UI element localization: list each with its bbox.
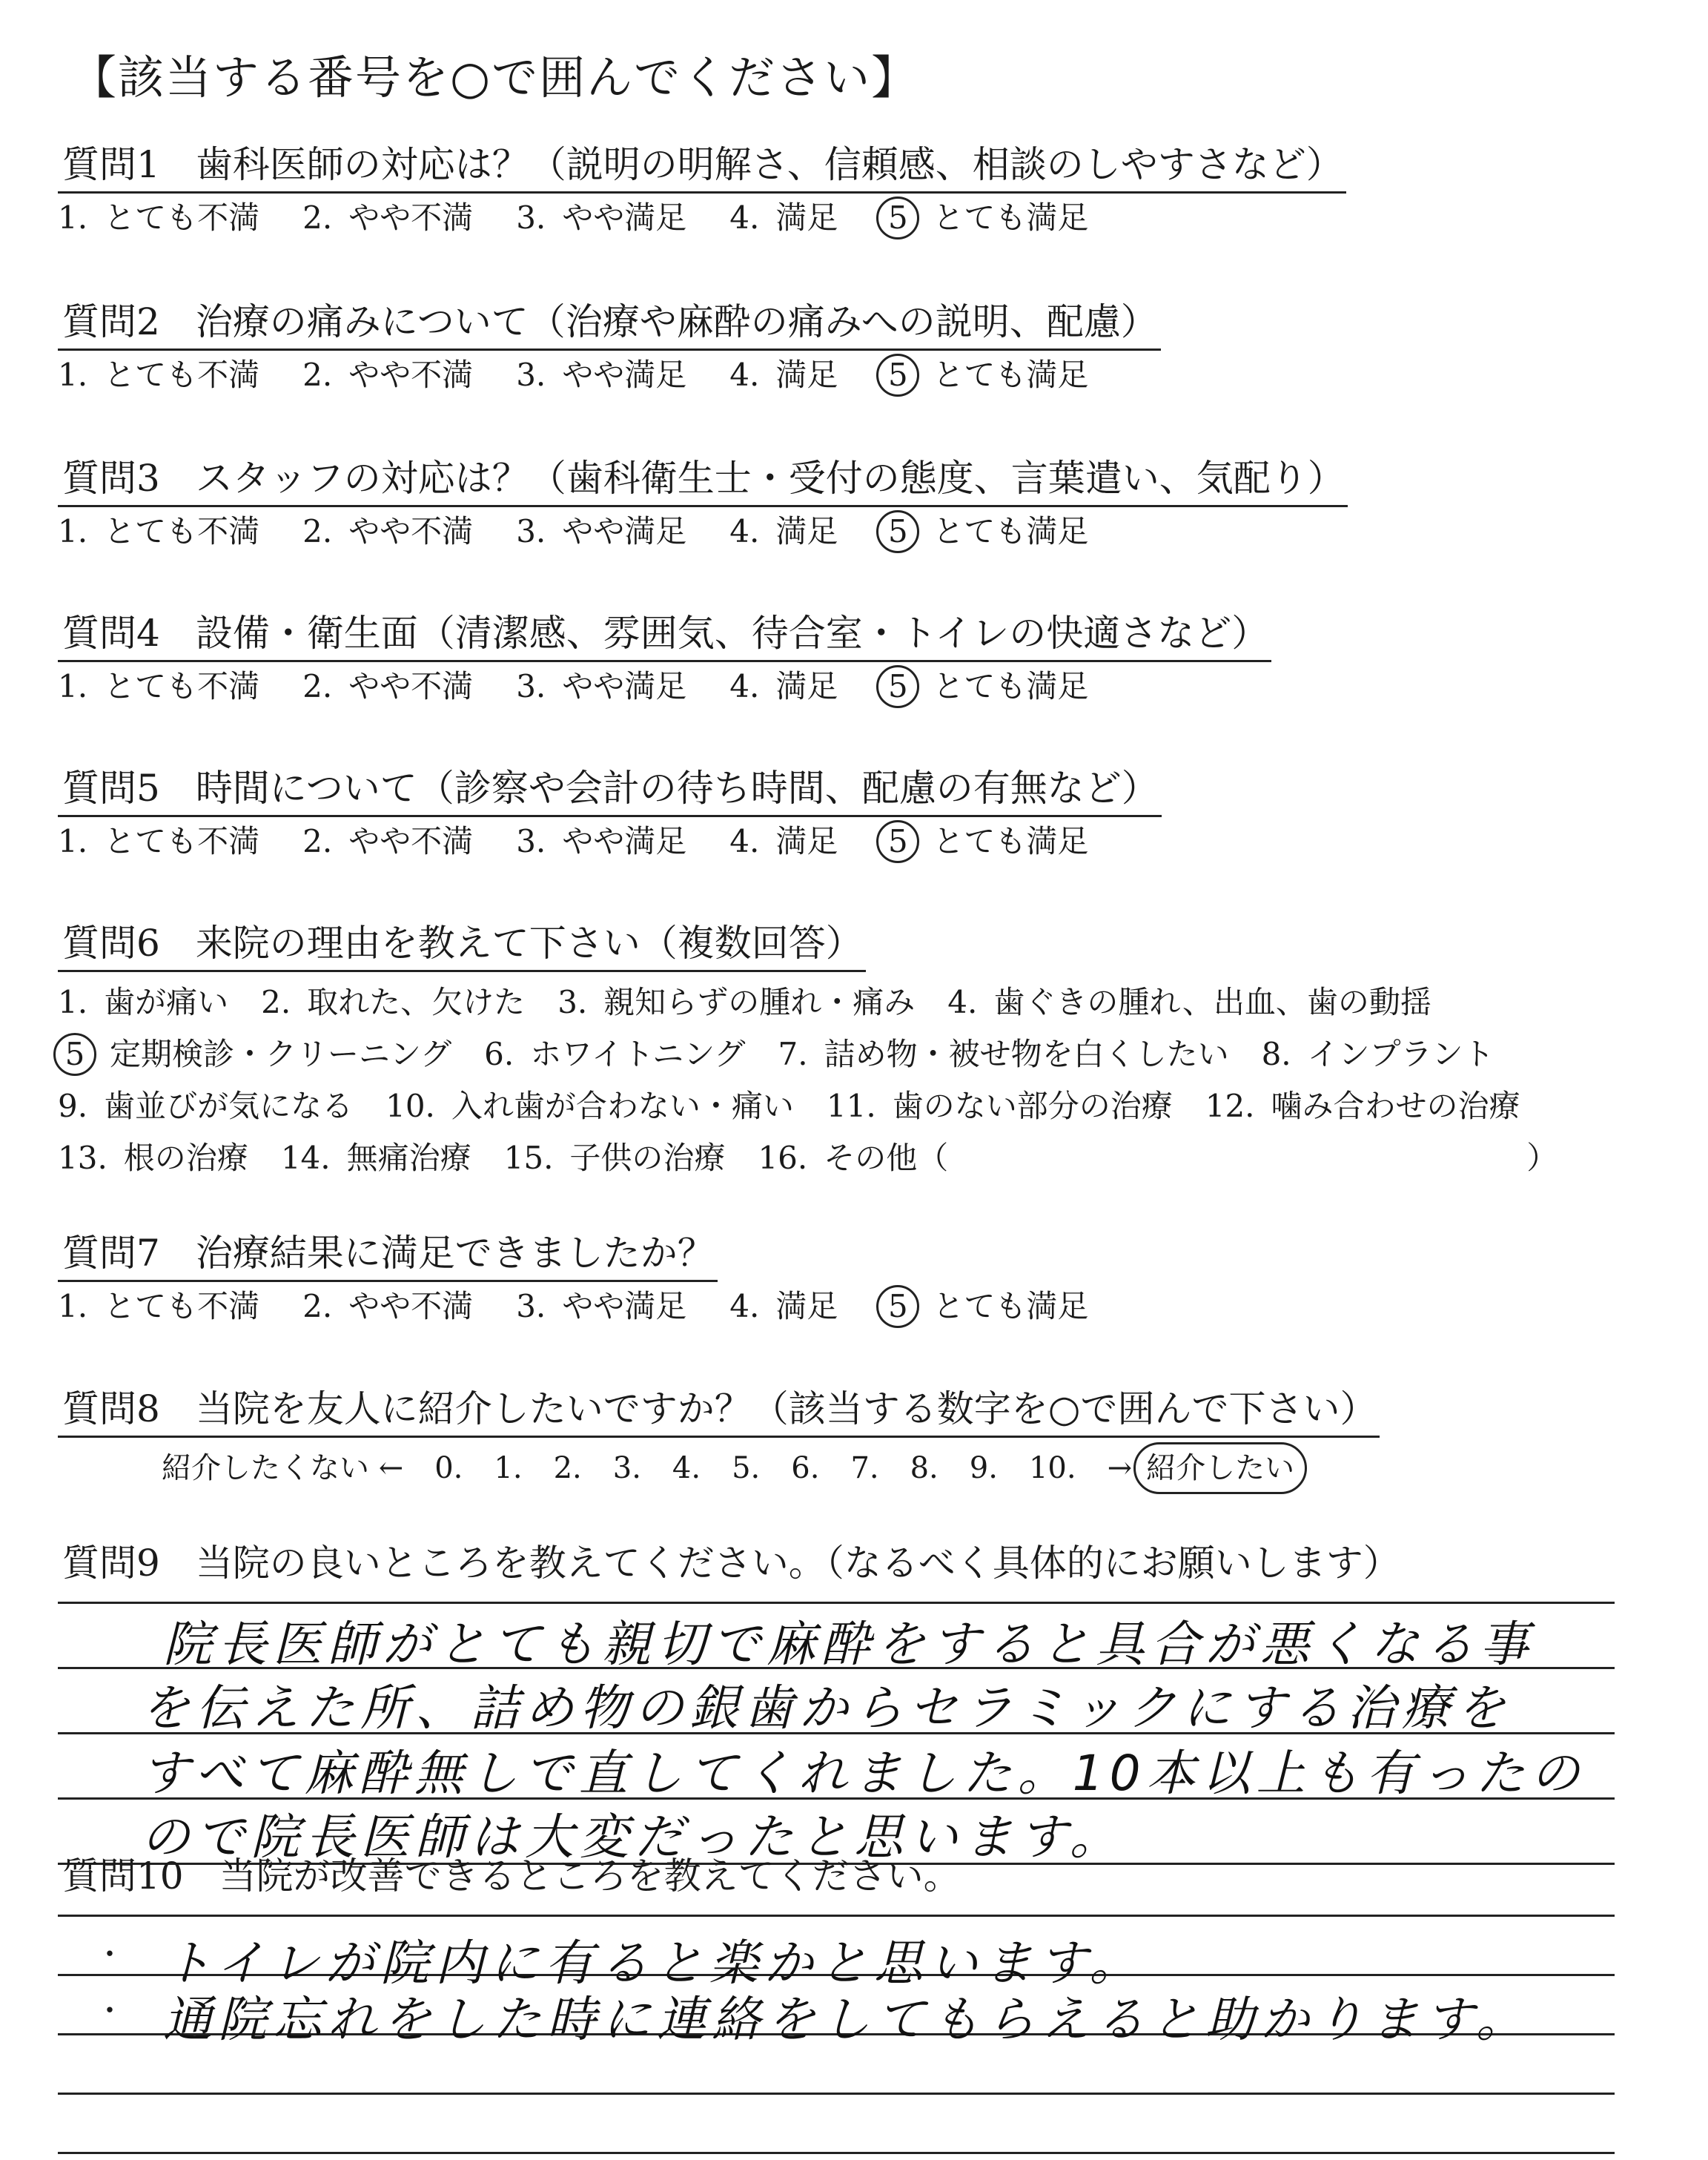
ruled-line — [58, 2093, 1615, 2095]
question-text: スタッフの対応は？（歯科衛生士・受付の態度、言葉遣い、気配り） — [195, 457, 1345, 500]
reason-option[interactable]: 7. 詰め物・被せ物を白くしたい — [778, 1036, 1229, 1072]
question-number: 質問2 — [62, 300, 160, 343]
option-1[interactable]: 1. とても不満 — [58, 1288, 260, 1324]
handwritten-line: 院長医師がとても親切で麻酔をすると具合が悪くなる事 — [163, 1616, 1535, 1673]
option-4[interactable]: 4. 満足 — [729, 1288, 838, 1324]
option-5-selected[interactable]: 5 とても満足 — [881, 664, 1088, 710]
reason-options — [58, 977, 1590, 1184]
question-title — [58, 455, 1348, 507]
question-text: 当院を友人に紹介したいですか？（該当する数字を○で囲んで下さい） — [195, 1387, 1377, 1430]
option-5-selected[interactable]: 5 とても満足 — [881, 1284, 1088, 1330]
option-1[interactable]: 1. とても不満 — [58, 668, 260, 704]
option-1[interactable]: 1. とても不満 — [58, 513, 260, 549]
reason-option[interactable]: 13. 根の治療 — [58, 1140, 248, 1176]
question-text: 設備・衛生面（清潔感、雰囲気、待合室・トイレの快適さなど） — [195, 612, 1269, 655]
question-text: 歯科医師の対応は？（説明の明解さ、信頼感、相談のしやすさなど） — [195, 143, 1343, 186]
option-3[interactable]: 3. やや満足 — [516, 199, 687, 236]
reason-option[interactable]: 9. 歯並びが気になる — [58, 1088, 354, 1124]
question-number: 質問8 — [62, 1387, 160, 1430]
scale-option[interactable]: 10. — [1028, 1451, 1076, 1485]
question-5 — [58, 764, 1162, 865]
question-text: 当院の良いところを教えてください。（なるべく具体的にお願いします） — [195, 1542, 1400, 1585]
scale-option[interactable]: 0. — [434, 1451, 463, 1485]
question-6 — [58, 919, 1590, 1184]
question-title — [58, 610, 1271, 662]
question-number: 質問1 — [62, 143, 160, 186]
scale-option[interactable]: 8. — [910, 1451, 939, 1485]
question-4 — [58, 610, 1271, 710]
reason-row — [58, 1028, 1590, 1080]
option-2[interactable]: 2. やや不満 — [302, 513, 474, 549]
question-title — [58, 919, 866, 972]
scale-option[interactable]: 5. — [732, 1451, 761, 1485]
handwritten-line: 通院忘れをした時に連絡をしてもらえると助かります。 — [163, 1991, 1531, 2048]
scale-option[interactable]: 3. — [612, 1451, 641, 1485]
reason-row — [58, 977, 1590, 1028]
option-2[interactable]: 2. やや不満 — [302, 668, 474, 704]
option-3[interactable]: 3. やや満足 — [516, 357, 687, 393]
reason-option[interactable]: 11. 歯のない部分の治療 — [826, 1088, 1173, 1124]
option-3[interactable]: 3. やや満足 — [516, 823, 687, 859]
arrow-right-icon: → — [1107, 1451, 1133, 1485]
bullet-icon: ・ — [95, 1938, 125, 1972]
handwritten-line: ので院長医師は大変だったと思います。 — [141, 1809, 1125, 1866]
question-2 — [58, 298, 1161, 398]
question-title — [58, 298, 1161, 351]
option-1[interactable]: 1. とても不満 — [58, 199, 260, 236]
option-2[interactable]: 2. やや不満 — [302, 823, 474, 859]
question-text: 来院の理由を教えて下さい（複数回答） — [195, 922, 863, 965]
question-1 — [58, 141, 1346, 241]
reason-option[interactable]: 14. 無痛治療 — [280, 1140, 471, 1176]
option-4[interactable]: 4. 満足 — [729, 357, 838, 393]
question-title — [58, 1539, 1400, 1587]
answer-options — [58, 1284, 1131, 1330]
option-5-selected[interactable]: 5 とても満足 — [881, 195, 1088, 241]
circled-answer: 5 — [876, 354, 919, 397]
reason-row — [58, 1080, 1590, 1132]
question-title — [58, 141, 1346, 194]
question-text: 時間について（診察や会計の待ち時間、配慮の有無など） — [195, 767, 1159, 810]
question-title — [58, 1385, 1380, 1438]
question-9 — [58, 1539, 1400, 1587]
question-number: 質問3 — [62, 457, 160, 500]
question-number: 質問9 — [62, 1542, 160, 1585]
question-title — [58, 764, 1162, 817]
scale-low-label: 紹介したくない ← — [162, 1451, 404, 1485]
recommend-scale — [162, 1442, 1380, 1494]
circled-answer: 5 — [876, 510, 919, 553]
answer-options — [58, 664, 1271, 710]
option-2[interactable]: 2. やや不満 — [302, 357, 474, 393]
reason-option-selected[interactable]: 5 定期検診・クリーニング — [58, 1028, 451, 1080]
option-2[interactable]: 2. やや不満 — [302, 199, 474, 236]
question-3 — [58, 455, 1348, 555]
circled-answer: 5 — [53, 1033, 96, 1076]
answer-options — [58, 819, 1162, 865]
reason-option[interactable]: 8. インプラント — [1261, 1036, 1494, 1072]
option-3[interactable]: 3. やや満足 — [516, 1288, 687, 1324]
reason-option[interactable]: 15. 子供の治療 — [503, 1140, 726, 1176]
scale-option[interactable]: 7. — [850, 1451, 879, 1485]
option-5-selected[interactable]: 5 とても満足 — [881, 509, 1088, 555]
page-title: 【該当する番号を○で囲んでください】 — [70, 50, 919, 105]
option-3[interactable]: 3. やや満足 — [516, 668, 687, 704]
question-title — [58, 1852, 961, 1900]
answer-options — [58, 509, 1348, 555]
reason-option[interactable]: 2. 取れた、欠けた — [261, 984, 526, 1020]
question-title — [58, 1229, 718, 1282]
reason-option[interactable]: 3. 親知らずの腫れ・痛み — [557, 984, 916, 1020]
question-10 — [58, 1852, 961, 1900]
reason-option[interactable]: 4. 歯ぐきの腫れ、出血、歯の動揺 — [947, 984, 1431, 1020]
question-8 — [58, 1385, 1380, 1494]
question-number: 質問6 — [62, 922, 160, 965]
scale-high-label-selected[interactable]: 紹介したい — [1133, 1442, 1307, 1494]
scale-option[interactable]: 2. — [553, 1451, 582, 1485]
question-number: 質問5 — [62, 767, 160, 810]
handwritten-line: トイレが院内に有ると楽かと思います。 — [163, 1935, 1145, 1992]
answer-options — [58, 195, 1346, 241]
question-number: 質問4 — [62, 612, 160, 655]
question-text: 当院が改善できるところを教えてください。 — [219, 1855, 961, 1898]
question-number: 質問10 — [62, 1855, 184, 1898]
reason-option-other[interactable]: 16. その他（ ） — [758, 1140, 1558, 1176]
option-3[interactable]: 3. やや満足 — [516, 513, 687, 549]
question-text: 治療の痛みについて（治療や麻酔の痛みへの説明、配慮） — [195, 300, 1158, 343]
ruled-line — [58, 2152, 1615, 2154]
handwritten-line: すべて麻酔無しで直してくれました。10本以上も有ったの — [141, 1745, 1586, 1802]
reason-option[interactable]: 1. 歯が痛い — [58, 984, 229, 1020]
option-4[interactable]: 4. 満足 — [729, 513, 838, 549]
option-1[interactable]: 1. とても不満 — [58, 357, 260, 393]
scale-option[interactable]: 9. — [969, 1451, 998, 1485]
circled-answer: 5 — [876, 820, 919, 863]
circled-answer: 5 — [876, 1285, 919, 1328]
reason-option[interactable]: 12. 噛み合わせの治療 — [1205, 1088, 1520, 1124]
option-5-selected[interactable]: 5 とても満足 — [881, 352, 1088, 398]
option-1[interactable]: 1. とても不満 — [58, 823, 260, 859]
reason-row — [58, 1132, 1590, 1184]
option-4[interactable]: 4. 満足 — [729, 823, 838, 859]
scale-option[interactable]: 6. — [791, 1451, 820, 1485]
option-2[interactable]: 2. やや不満 — [302, 1288, 474, 1324]
option-4[interactable]: 4. 満足 — [729, 668, 838, 704]
question-7 — [58, 1229, 1131, 1330]
ruled-line — [58, 1915, 1615, 1917]
scale-option[interactable]: 4. — [672, 1451, 701, 1485]
reason-option[interactable]: 6. ホワイトニング — [484, 1036, 746, 1072]
option-5-selected[interactable]: 5 とても満足 — [881, 819, 1088, 865]
scale-option[interactable]: 1. — [494, 1451, 523, 1485]
circled-answer: 5 — [876, 665, 919, 708]
question-number: 質問7 — [62, 1232, 160, 1275]
answer-options — [58, 352, 1161, 398]
ruled-line — [58, 1602, 1615, 1604]
option-4[interactable]: 4. 満足 — [729, 199, 838, 236]
bullet-icon: ・ — [95, 1994, 125, 2028]
circled-answer: 5 — [876, 196, 919, 240]
reason-option[interactable]: 10. 入れ歯が合わない・痛い — [385, 1088, 794, 1124]
question-text: 治療結果に満足できましたか？ — [195, 1232, 715, 1275]
handwritten-line: を伝えた所、詰め物の銀歯からセラミックにする治療を — [141, 1680, 1512, 1737]
